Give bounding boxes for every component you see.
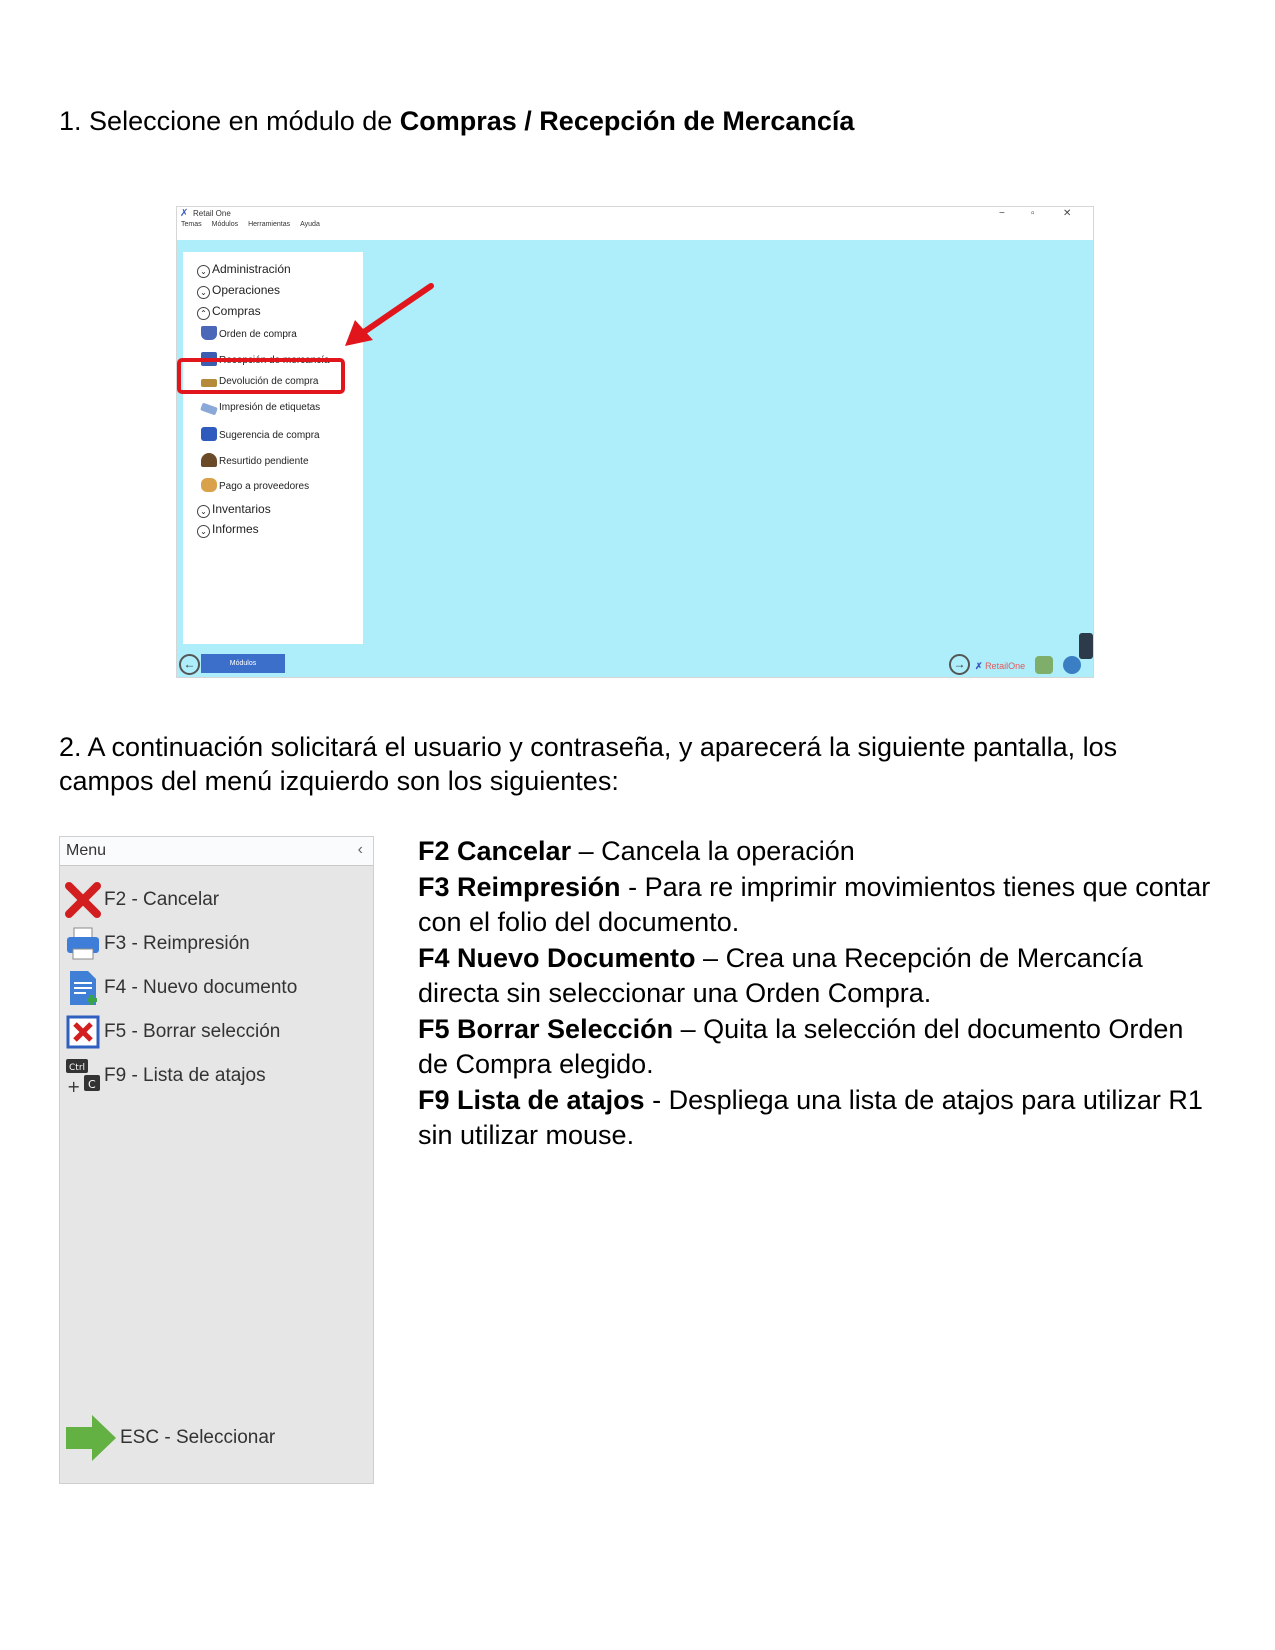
module-operaciones[interactable]: ⌄ Operaciones: [197, 283, 280, 299]
svg-text:Ctrl: Ctrl: [69, 1063, 86, 1073]
chevron-up-icon: ⌃: [197, 307, 210, 320]
retailone-logo: ✗ RetailOne: [975, 661, 1026, 671]
step2-line1: 2. A continuación solicitará el usuario y contraseña, y aparecerá la siguiente pantalla, los: [59, 732, 1118, 762]
menu-header: [60, 837, 373, 866]
module-administracion[interactable]: ⌄ Administración: [197, 262, 291, 278]
minimize-button[interactable]: −: [999, 208, 1005, 219]
collapse-chevron-icon[interactable]: ‹: [357, 841, 363, 858]
menu-modulos[interactable]: Módulos: [211, 221, 239, 228]
chevron-down-icon: ⌄: [197, 265, 210, 278]
shopping-bag-icon: [201, 427, 217, 441]
definition-f2: F2 Cancelar – Cancela la operación: [418, 836, 855, 866]
red-arrow-icon: [337, 282, 437, 352]
device-icon[interactable]: [1079, 633, 1093, 659]
menu-item-label: F2 - Cancelar: [104, 889, 220, 910]
chevron-down-icon: ⌄: [197, 286, 210, 299]
item-impresion-de-etiquetas[interactable]: Impresión de etiquetas: [201, 402, 320, 413]
app-logo-icon: ✗: [180, 208, 189, 219]
basket-icon: [201, 326, 217, 340]
modules-panel: [183, 252, 363, 644]
new-document-icon: [64, 969, 102, 1007]
definition-f5: F5 Borrar Selección – Quita la selección del documento Orden de Compra elegido.: [418, 1013, 1184, 1079]
green-arrow-icon: [64, 1413, 118, 1463]
svg-text:+: +: [67, 1077, 81, 1095]
tray-app-icon[interactable]: [1035, 656, 1053, 674]
app-title: Retail One: [193, 209, 231, 218]
modulos-button[interactable]: Módulos: [201, 654, 285, 673]
item-sugerencia-de-compra[interactable]: Sugerencia de compra: [201, 427, 320, 441]
printer-icon: [64, 925, 102, 963]
step1-number: 1.: [59, 106, 82, 136]
chevron-down-icon: ⌄: [197, 505, 210, 518]
side-menu-screenshot: [59, 836, 374, 1484]
menu-item-label: F3 - Reimpresión: [104, 933, 250, 954]
menu-herramientas[interactable]: Herramientas: [248, 221, 291, 228]
menu-ayuda[interactable]: Ayuda: [300, 221, 320, 228]
retail-one-window-screenshot: [176, 206, 1094, 678]
ctrl-c-icon: [64, 1057, 102, 1095]
step1-bold: Compras / Recepción de Mercancía: [399, 106, 855, 136]
module-inventarios[interactable]: ⌄ Inventarios: [197, 502, 271, 518]
delete-selection-icon: [64, 1013, 102, 1051]
back-arrow-icon[interactable]: ←: [179, 654, 200, 675]
menu-temas[interactable]: Temas: [181, 221, 202, 228]
menu-item-label: F5 - Borrar selección: [104, 1021, 281, 1042]
step1-heading: [59, 104, 854, 138]
item-resurtido-pendiente[interactable]: Resurtido pendiente: [201, 453, 309, 467]
payment-hand-icon: [201, 478, 217, 492]
restore-button[interactable]: ▫: [1031, 208, 1035, 219]
menu-item-label: F9 - Lista de atajos: [104, 1065, 266, 1086]
tag-icon: [200, 403, 218, 416]
menu-item-label: ESC - Seleccionar: [120, 1427, 276, 1448]
menu-header-label: Menu: [66, 842, 107, 859]
chevron-down-icon: ⌄: [197, 525, 210, 538]
module-compras[interactable]: ⌃ Compras: [197, 304, 261, 320]
step2-line2: campos del menú izquierdo son los siguientes:: [59, 766, 619, 796]
definition-f3: F3 Reimpresión - Para re imprimir movimientos tienes que contar con el folio del documento.: [418, 871, 1211, 937]
definition-f9: F9 Lista de atajos - Despliega una lista de atajos para utilizar R1 sin utilizar mouse.: [418, 1084, 1203, 1150]
item-pago-a-proveedores[interactable]: Pago a proveedores: [201, 478, 309, 492]
close-button[interactable]: ✕: [1063, 208, 1072, 219]
parachute-box-icon: [201, 453, 217, 467]
svg-text:C: C: [88, 1078, 96, 1091]
red-x-icon: [64, 881, 102, 919]
globe-icon[interactable]: [1063, 656, 1081, 674]
item-orden-de-compra[interactable]: Orden de compra: [201, 326, 297, 340]
window-titlebar: [177, 207, 1093, 221]
shortcut-definitions: [418, 834, 1218, 1154]
definition-f4: F4 Nuevo Documento – Crea una Recepción de Mercancía directa sin seleccionar una Orden Compra.: [418, 942, 1143, 1008]
menu-item-label: F4 - Nuevo documento: [104, 977, 298, 998]
item-devolucion-de-compra[interactable]: Devolución de compra: [201, 376, 319, 387]
module-informes[interactable]: ⌄ Informes: [197, 522, 259, 538]
step1-text: Seleccione en módulo de: [89, 106, 400, 136]
forward-arrow-icon[interactable]: →: [949, 654, 970, 675]
item-recepcion-de-mercancia[interactable]: Recepción de mercancía: [201, 352, 330, 366]
highlight-box: [177, 358, 345, 394]
step2-text: [59, 730, 1239, 798]
desktop-area: [177, 240, 1093, 677]
window-menubar: [177, 221, 1093, 235]
